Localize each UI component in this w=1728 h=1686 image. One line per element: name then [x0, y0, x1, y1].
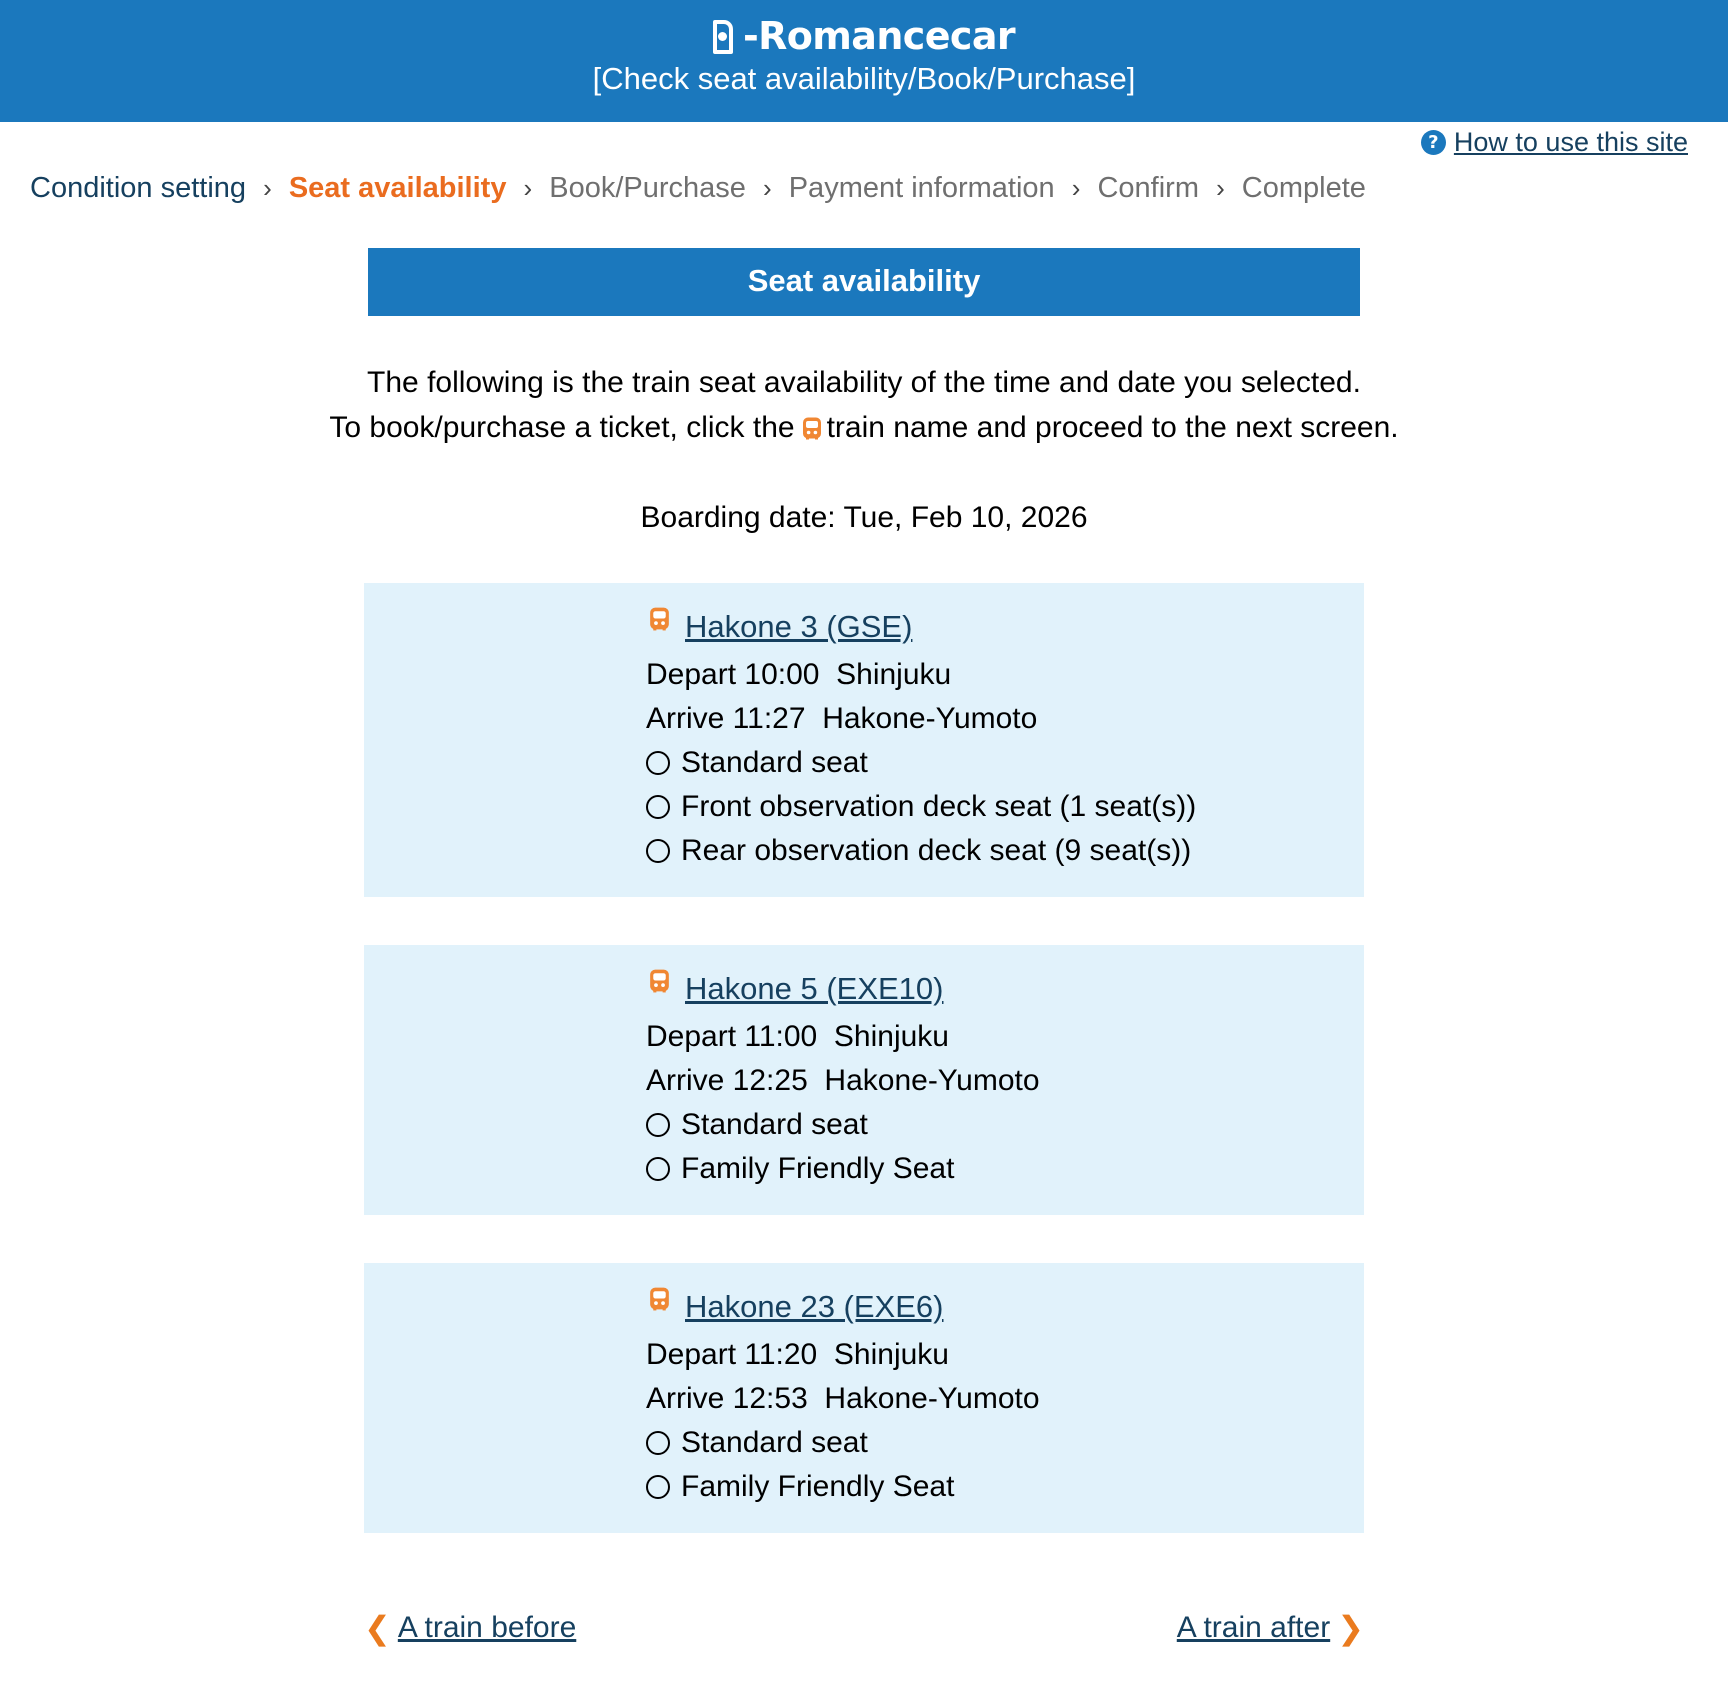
breadcrumb-separator: ›: [1216, 173, 1225, 203]
breadcrumb-step-seat-availability: Seat availability: [288, 172, 507, 204]
breadcrumb-separator: ›: [523, 173, 533, 203]
train-icon: [646, 967, 673, 1011]
seat-availability-row: [646, 1421, 1364, 1465]
train-card: [364, 945, 1364, 1215]
train-card: [364, 1263, 1364, 1533]
train-card: [364, 583, 1364, 897]
breadcrumb-step-complete: Complete: [1241, 172, 1366, 204]
intro-line-2-after: train name and proceed to the next screen.: [826, 411, 1399, 444]
depart-info: Depart 11:00 Shinjuku: [646, 1020, 949, 1053]
prev-train-label: A train before: [397, 1611, 577, 1644]
breadcrumb-step-confirm: Confirm: [1097, 172, 1199, 204]
intro-line-2: [0, 405, 1728, 454]
intro-line-1: The following is the train seat availability of the time and date you selected.: [367, 366, 1361, 399]
arrive-info: Arrive 12:25 Hakone-Yumoto: [646, 1064, 1040, 1097]
train-icon: [646, 605, 673, 649]
seat-availability-row: [646, 1147, 1364, 1191]
train-name-row[interactable]: [646, 605, 1364, 649]
depart-info: Depart 11:20 Shinjuku: [646, 1338, 949, 1371]
seat-type-label: Family Friendly Seat: [681, 1152, 955, 1185]
help-row: [0, 122, 1728, 162]
seat-availability-row: [646, 1103, 1364, 1147]
breadcrumb-separator: ›: [263, 173, 272, 203]
train-name-row[interactable]: [646, 1285, 1364, 1329]
seat-availability-row: [646, 1465, 1364, 1509]
breadcrumb-separator: ›: [762, 173, 772, 203]
page-title-wrap: [0, 248, 1728, 316]
seat-type-label: Standard seat: [681, 746, 868, 779]
breadcrumb-separator: ›: [1071, 173, 1081, 203]
question-mark-icon: ?: [1421, 130, 1446, 155]
arrive-info: Arrive 12:53 Hakone-Yumoto: [646, 1382, 1040, 1415]
boarding-date: Boarding date: Tue, Feb 10, 2026: [640, 501, 1088, 534]
circle-available-icon: [646, 1157, 670, 1181]
train-list: [0, 583, 1728, 1533]
circle-available-icon: [646, 1113, 670, 1137]
brand-name: -Romancecar: [742, 14, 1016, 58]
how-to-use-link[interactable]: [1421, 127, 1688, 157]
train-name-row[interactable]: [646, 967, 1364, 1011]
intro-line-2-before: To book/purchase a ticket, click the: [329, 411, 795, 444]
circle-available-icon: [646, 751, 670, 775]
arrive-info: Arrive 11:27 Hakone-Yumoto: [646, 702, 1038, 735]
prev-train-link[interactable]: [364, 1611, 576, 1645]
train-icon: [646, 1285, 673, 1329]
header-subtitle: [Check seat availability/Book/Purchase]: [592, 61, 1136, 96]
breadcrumb-step-payment-information: Payment information: [788, 172, 1055, 204]
circle-available-icon: [646, 839, 670, 863]
train-icon: [799, 409, 825, 454]
bottom-navigation: [364, 1581, 1364, 1645]
circle-available-icon: [646, 1431, 670, 1455]
breadcrumb: [0, 162, 1728, 208]
seat-type-label: Family Friendly Seat: [681, 1470, 955, 1503]
page-title: Seat availability: [368, 248, 1360, 316]
depart-info: Depart 10:00 Shinjuku: [646, 658, 952, 691]
brand-logo: [713, 14, 1015, 58]
seat-availability-row: [646, 741, 1364, 785]
chevron-left-icon: ❮: [364, 1610, 391, 1646]
intro-text: [0, 360, 1728, 454]
breadcrumb-step-condition-setting[interactable]: Condition setting: [30, 172, 247, 204]
circle-available-icon: [646, 1475, 670, 1499]
seat-type-label: Standard seat: [681, 1426, 868, 1459]
romancecar-logo-icon: [713, 20, 739, 54]
breadcrumb-step-book-purchase: Book/Purchase: [549, 172, 746, 204]
train-name-link[interactable]: Hakone 23 (EXE6): [685, 1289, 944, 1324]
chevron-right-icon: ❯: [1337, 1610, 1364, 1646]
seat-availability-row: [646, 829, 1364, 873]
site-header: [0, 0, 1728, 122]
seat-availability-row: [646, 785, 1364, 829]
circle-available-icon: [646, 795, 670, 819]
train-name-link[interactable]: Hakone 5 (EXE10): [685, 971, 944, 1006]
next-train-label: A train after: [1176, 1611, 1331, 1644]
seat-type-label: Standard seat: [681, 1108, 868, 1141]
seat-type-label: Front observation deck seat (1 seat(s)): [681, 790, 1197, 823]
next-train-link[interactable]: [1177, 1611, 1364, 1645]
how-to-use-label: How to use this site: [1453, 127, 1688, 157]
seat-type-label: Rear observation deck seat (9 seat(s)): [681, 834, 1192, 867]
train-name-link[interactable]: Hakone 3 (GSE): [685, 609, 913, 644]
